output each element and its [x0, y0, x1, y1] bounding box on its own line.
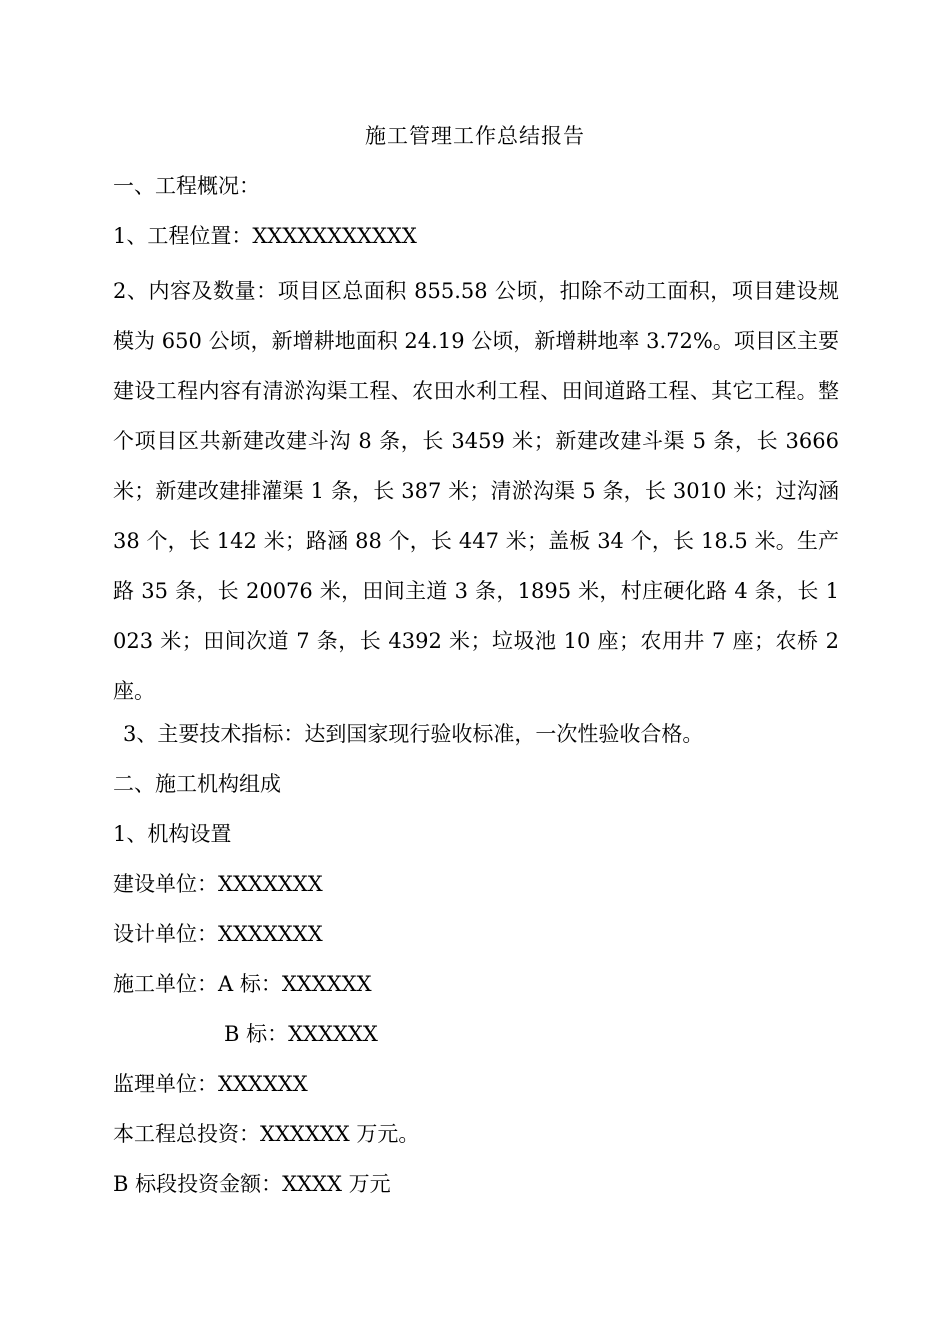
- item-project-location: 1、工程位置：XXXXXXXXXXX: [113, 224, 417, 248]
- section-heading-organization: 二、施工机构组成: [113, 772, 281, 796]
- builder-section-a: 施工单位：A 标：XXXXXX: [113, 972, 372, 996]
- builder-section-b: B 标：XXXXXX: [224, 1022, 378, 1046]
- design-unit: 设计单位：XXXXXXX: [113, 922, 323, 946]
- construction-unit: 建设单位：XXXXXXX: [113, 872, 323, 896]
- item-technical-indicators: 3、主要技术指标：达到国家现行验收标准，一次性验收合格。: [123, 722, 704, 746]
- supervision-unit: 监理单位：XXXXXX: [113, 1072, 308, 1096]
- org-setup-heading: 1、机构设置: [113, 822, 232, 846]
- b-section-investment: B 标段投资金额：XXXX 万元: [113, 1172, 391, 1196]
- item-content-quantity: 2、内容及数量：项目区总面积 855.58 公顷，扣除不动工面积，项目建设规模为 650 公顷，新增耕地面积 24.19 公顷，新增耕地率 3.72%。项目区主要建设工程内容有清淤沟渠工程、农田水利工程、田间道路工程、其它工程。整个项目区共新建改建斗沟 8 条，长 3459 米；新建改建斗渠 5 条，长 3666 米；新建改建排灌渠 1 条，长 387 米；清淤沟渠 5 条，长 3010 米；过沟涵 38 个，长 142 米；路涵 88 个，长 447 米；盖板 34 个，长 18.5 米。生产路 35 条，长 20076 米，田间主道 3 条，1895 米，村庄硬化路 4 条，长 1023 米；田间次道 7 条，长 4392 米；垃圾池 10 座；农用井 7 座；农桥 2 座。: [113, 279, 839, 703]
- total-investment: 本工程总投资：XXXXXX 万元。: [113, 1122, 420, 1146]
- document-title: 施工管理工作总结报告: [365, 124, 585, 148]
- section-heading-overview: 一、工程概况：: [113, 174, 260, 198]
